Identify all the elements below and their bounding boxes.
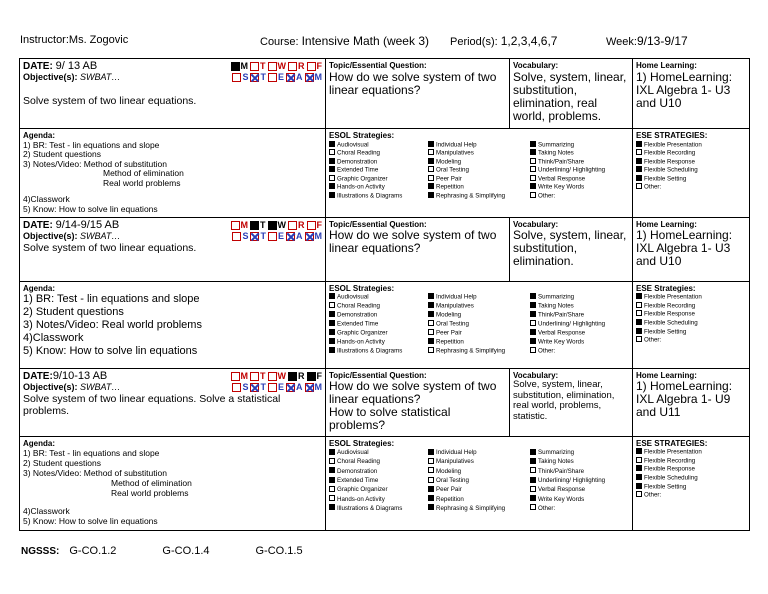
esol-checkbox[interactable] [329, 486, 335, 492]
block1-ese-list: Flexible Presentation Flexible Recording Flexible Response Flexible Scheduling Flexible Setting Other: [636, 141, 746, 193]
block1-esol-cell [326, 129, 633, 218]
esol-checkbox[interactable] [530, 175, 536, 181]
agenda-label: Agenda: [23, 438, 55, 448]
block2-row-top [20, 217, 750, 281]
esol-checkbox[interactable] [428, 183, 434, 189]
esol-checkbox[interactable] [530, 495, 536, 501]
block2-date: DATE: 9/14-9/15 AB [23, 218, 120, 231]
plan-header [20, 34, 750, 52]
esol-checkbox[interactable] [530, 329, 536, 335]
day-checkbox-m[interactable] [231, 221, 240, 230]
instructor: Instructor:Ms. Zogovic [20, 34, 129, 46]
esol-checkbox[interactable] [530, 166, 536, 172]
esol-checkbox[interactable] [329, 347, 335, 353]
ese-checkbox[interactable] [636, 183, 642, 189]
standard-code: G-CO.1.2 [69, 545, 117, 557]
esol-checkbox[interactable] [428, 467, 434, 473]
esol-checkbox[interactable] [428, 477, 434, 483]
block2-esol-cell [326, 281, 633, 368]
block3-esol-list: Audiovisual Choral Reading Demonstration Extended Time Graphic Organizer Hands-on Activity Illustrations & Diagrams Individual Help Manipulatives Modeling Oral Testing Peer Pair Repetition Rephrasing & Simplifying Summarizing Taking Notes Think/Pair/Share Underlining/ Highlighting Verbal Response Write Key Words Other: [329, 448, 629, 513]
home-learning-label: Home Learning: [636, 61, 697, 70]
esol-checkbox[interactable] [329, 467, 335, 473]
block1-topic: How do we solve system of two linear equations? [329, 69, 497, 97]
esol-checkbox[interactable] [329, 504, 335, 510]
stem-checkbox-t[interactable] [250, 73, 259, 82]
block1-ese-cell [633, 129, 750, 218]
esol-checkbox[interactable] [530, 293, 536, 299]
esol-label: ESOL Strategies: [329, 438, 395, 448]
ese-checkbox[interactable] [636, 158, 642, 164]
stem-checkbox-s[interactable] [232, 232, 241, 241]
ese-checkbox[interactable] [636, 293, 642, 299]
esol-checkbox[interactable] [530, 458, 536, 464]
esol-checkbox[interactable] [428, 329, 434, 335]
week: Week:9/13-9/17 [606, 34, 688, 48]
esol-checkbox[interactable] [329, 141, 335, 147]
esol-checkbox[interactable] [428, 458, 434, 464]
stem-checkbox-s[interactable] [232, 383, 241, 392]
esol-checkbox[interactable] [530, 347, 536, 353]
day-checkbox-m[interactable] [231, 372, 240, 381]
esol-checkbox[interactable] [329, 311, 335, 317]
block2-objectives-label: Objective(s): SWBAT… [23, 230, 121, 241]
block3-topic: How do we solve system of two linear equations? [329, 379, 497, 407]
day-checkbox-m[interactable] [231, 62, 240, 71]
home-learning-label: Home Learning: [636, 370, 697, 380]
day-checkbox-r[interactable] [288, 62, 297, 71]
stem-checkbox-e[interactable] [268, 232, 277, 241]
block2-vocab-cell [510, 217, 633, 281]
block3-vocabulary: Solve, system, linear, substitution, elimination, real world, problems, statistic. [513, 379, 615, 422]
block1-agenda: 1) BR: Test - lin equations and slope 2) Student questions 3) Notes/Video: Method of substitution Method of elimination Real world problems 4)Classwork 5) Know: How to solve lin equations [23, 139, 184, 215]
esol-checkbox[interactable] [428, 302, 434, 308]
day-checkbox-t[interactable] [250, 221, 259, 230]
esol-checkbox[interactable] [530, 486, 536, 492]
esol-checkbox[interactable] [530, 320, 536, 326]
block3-days: M T W R F [231, 371, 323, 382]
ngsss-standards [21, 545, 349, 557]
block2-days: M T W R F [231, 220, 323, 231]
stem-checkbox-t[interactable] [250, 232, 259, 241]
ese-checkbox[interactable] [636, 491, 642, 497]
block3-agenda-cell [20, 436, 326, 530]
block2-row-bottom [20, 281, 750, 368]
ese-checkbox[interactable] [636, 149, 642, 155]
ese-checkbox[interactable] [636, 302, 642, 308]
esol-checkbox[interactable] [428, 166, 434, 172]
esol-checkbox[interactable] [428, 149, 434, 155]
ese-label: ESE Strategies: [636, 283, 696, 293]
day-checkbox-f[interactable] [307, 62, 316, 71]
esol-checkbox[interactable] [530, 467, 536, 473]
topic-label: Topic/Essential Question: [329, 61, 427, 70]
esol-label: ESOL Strategies: [329, 283, 395, 293]
esol-checkbox[interactable] [428, 293, 434, 299]
esol-label: ESOL Strategies: [329, 131, 395, 140]
esol-checkbox[interactable] [530, 504, 536, 510]
block1-date: DATE: 9/ 13 AB [23, 60, 98, 72]
day-checkbox-w[interactable] [268, 372, 277, 381]
block1-objectives-label: Objective(s): SWBAT… [23, 72, 121, 82]
topic-label: Topic/Essential Question: [329, 219, 427, 229]
block2-stem: S T E A M [232, 231, 322, 242]
topic-label: Topic/Essential Question: [329, 370, 427, 380]
esol-checkbox[interactable] [530, 141, 536, 147]
ese-label: ESE STRATEGIES: [636, 438, 708, 448]
esol-checkbox[interactable] [530, 311, 536, 317]
block2-home-cell [633, 217, 750, 281]
block2-home-learning: 1) HomeLearning: IXL Algebra 1- U3 and U10 [636, 228, 733, 269]
day-checkbox-r[interactable] [288, 372, 297, 381]
esol-checkbox[interactable] [530, 477, 536, 483]
standard-code: G-CO.1.5 [255, 545, 303, 557]
block2-esol-list: Audiovisual Choral Reading Demonstration Extended Time Graphic Organizer Hands-on Activity Illustrations & Diagrams Individual Help Manipulatives Modeling Oral Testing Peer Pair Repetition Rephrasing & Simplifying Summarizing Taking Notes Think/Pair/Share Underlining/ Highlighting Verbal Response Write Key Words Other: [329, 293, 629, 355]
home-learning-label: Home Learning: [636, 219, 697, 229]
esol-checkbox[interactable] [428, 311, 434, 317]
block1-esol-list: Audiovisual Choral Reading Demonstration Extended Time Graphic Organizer Hands-on Activity Illustrations & Diagrams Individual Help Manipulatives Modeling Oral Testing Peer Pair Repetition Rephrasing & Simplifying Summarizing Taking Notes Think/Pair/Share Underlining/ Highlighting Verbal Response Write Key Words Other: [329, 141, 629, 201]
esol-checkbox[interactable] [428, 504, 434, 510]
ese-checkbox[interactable] [636, 319, 642, 325]
day-checkbox-f[interactable] [307, 221, 316, 230]
esol-checkbox[interactable] [329, 192, 335, 198]
block3-topic-2: How to solve statistical problems? [329, 405, 451, 433]
block1-row-bottom [20, 129, 750, 218]
stem-checkbox-t[interactable] [250, 383, 259, 392]
ese-checkbox[interactable] [636, 474, 642, 480]
esol-checkbox[interactable] [530, 449, 536, 455]
esol-checkbox[interactable] [329, 320, 335, 326]
block3-topic-cell [326, 368, 510, 436]
esol-checkbox[interactable] [329, 166, 335, 172]
block2-topic-cell [326, 217, 510, 281]
block3-stem: S T E A M [232, 382, 322, 393]
esol-checkbox[interactable] [329, 477, 335, 483]
block3-row-bottom [20, 436, 750, 530]
block1-objective-text: Solve system of two linear equations. [23, 95, 197, 107]
block3-vocab-cell [510, 368, 633, 436]
stem-checkbox-m[interactable] [305, 383, 314, 392]
esol-checkbox[interactable] [329, 175, 335, 181]
esol-checkbox[interactable] [329, 329, 335, 335]
stem-checkbox-a[interactable] [286, 232, 295, 241]
agenda-label: Agenda: [23, 131, 55, 140]
esol-checkbox[interactable] [530, 192, 536, 198]
ese-checkbox[interactable] [636, 141, 642, 147]
day-checkbox-t[interactable] [250, 62, 259, 71]
stem-checkbox-e[interactable] [268, 383, 277, 392]
stem-checkbox-m[interactable] [305, 73, 314, 82]
stem-checkbox-m[interactable] [305, 232, 314, 241]
block3-home-learning: 1) HomeLearning: IXL Algebra 1- U9 and U11 [636, 379, 733, 420]
esol-checkbox[interactable] [428, 486, 434, 492]
day-checkbox-w[interactable] [268, 62, 277, 71]
block1-home-learning: 1) HomeLearning: IXL Algebra 1- U3 and U10 [636, 69, 733, 110]
esol-checkbox[interactable] [329, 458, 335, 464]
block1-home-cell [633, 59, 750, 129]
stem-checkbox-a[interactable] [286, 383, 295, 392]
esol-checkbox[interactable] [428, 338, 434, 344]
block3-objective-text: Solve system of two linear equations. Solve a statistical problems. [23, 392, 281, 417]
stem-checkbox-a[interactable] [286, 73, 295, 82]
block1-topic-cell [326, 59, 510, 129]
block2-vocabulary: Solve, system, linear, substitution, elimination. [513, 228, 627, 269]
vocabulary-label: Vocabulary: [513, 61, 559, 70]
block1-date-cell [20, 59, 326, 129]
ese-checkbox[interactable] [636, 448, 642, 454]
esol-checkbox[interactable] [329, 293, 335, 299]
block3-date-cell [20, 368, 326, 436]
esol-checkbox[interactable] [329, 183, 335, 189]
standard-code: G-CO.1.4 [162, 545, 210, 557]
stem-checkbox-e[interactable] [268, 73, 277, 82]
block2-agenda-cell [20, 281, 326, 368]
esol-checkbox[interactable] [329, 158, 335, 164]
block2-ese-cell [633, 281, 750, 368]
esol-checkbox[interactable] [329, 495, 335, 501]
block1-days: M T W R F [231, 61, 323, 72]
esol-checkbox[interactable] [428, 175, 434, 181]
block3-date: DATE:9/10-13 AB [23, 369, 108, 382]
day-checkbox-t[interactable] [250, 372, 259, 381]
block1-vocab-cell [510, 59, 633, 129]
esol-checkbox[interactable] [428, 141, 434, 147]
block1-stem: S T E A M [232, 72, 322, 83]
vocabulary-label: Vocabulary: [513, 370, 559, 380]
day-checkbox-f[interactable] [307, 372, 316, 381]
ese-checkbox[interactable] [636, 465, 642, 471]
day-checkbox-w[interactable] [268, 221, 277, 230]
block1-agenda-cell [20, 129, 326, 218]
ese-checkbox[interactable] [636, 166, 642, 172]
esol-checkbox[interactable] [428, 449, 434, 455]
ese-label: ESE STRATEGIES: [636, 131, 708, 140]
esol-checkbox[interactable] [428, 347, 434, 353]
block2-topic: How do we solve system of two linear equations? [329, 228, 497, 256]
agenda-label: Agenda: [23, 283, 55, 293]
block3-objectives-label: Objective(s): SWBAT… [23, 381, 121, 392]
esol-checkbox[interactable] [428, 320, 434, 326]
block2-ese-list: Flexible Presentation Flexible Recording Flexible Response Flexible Scheduling Flexible Setting Other: [636, 293, 746, 345]
block1-row-top [20, 59, 750, 129]
block2-agenda: 1) BR: Test - lin equations and slope 2) Student questions 3) Notes/Video: Real world problems 4)Classwork 5) Know: How to solve lin equations [23, 293, 202, 358]
block3-esol-cell [326, 436, 633, 530]
ese-checkbox[interactable] [636, 328, 642, 334]
esol-checkbox[interactable] [530, 302, 536, 308]
esol-checkbox[interactable] [530, 158, 536, 164]
esol-checkbox[interactable] [428, 495, 434, 501]
block2-date-cell [20, 217, 326, 281]
day-checkbox-r[interactable] [288, 221, 297, 230]
block3-ese-list: Flexible Presentation Flexible Recording Flexible Response Flexible Scheduling Flexible Setting Other: [636, 448, 746, 500]
ese-checkbox[interactable] [636, 175, 642, 181]
lesson-plan-table [19, 58, 750, 531]
esol-checkbox[interactable] [530, 183, 536, 189]
ese-checkbox[interactable] [636, 310, 642, 316]
periods: Period(s): 1,2,3,4,6,7 [450, 34, 558, 48]
ngsss-label: NGSSS: [21, 546, 60, 557]
esol-checkbox[interactable] [329, 338, 335, 344]
block3-row-top [20, 368, 750, 436]
ese-checkbox[interactable] [636, 457, 642, 463]
block3-agenda: 1) BR: Test - lin equations and slope 2) Student questions 3) Notes/Video: Method of substitution Method of elimination Real world problems 4)Classwork 5) Know: How to solve lin equations [23, 448, 192, 527]
esol-checkbox[interactable] [530, 338, 536, 344]
stem-checkbox-s[interactable] [232, 73, 241, 82]
block2-objective-text: Solve system of two linear equations. [23, 241, 197, 254]
ese-checkbox[interactable] [636, 336, 642, 342]
esol-checkbox[interactable] [428, 192, 434, 198]
vocabulary-label: Vocabulary: [513, 219, 559, 229]
esol-checkbox[interactable] [530, 149, 536, 155]
course: Course: Intensive Math (week 3) [260, 34, 429, 48]
ese-checkbox[interactable] [636, 483, 642, 489]
block3-home-cell [633, 368, 750, 436]
esol-checkbox[interactable] [329, 449, 335, 455]
block1-vocabulary: Solve, system, linear, substitution, elimination, real world, problems. [513, 69, 627, 123]
esol-checkbox[interactable] [329, 149, 335, 155]
esol-checkbox[interactable] [329, 302, 335, 308]
esol-checkbox[interactable] [428, 158, 434, 164]
block3-ese-cell [633, 436, 750, 530]
